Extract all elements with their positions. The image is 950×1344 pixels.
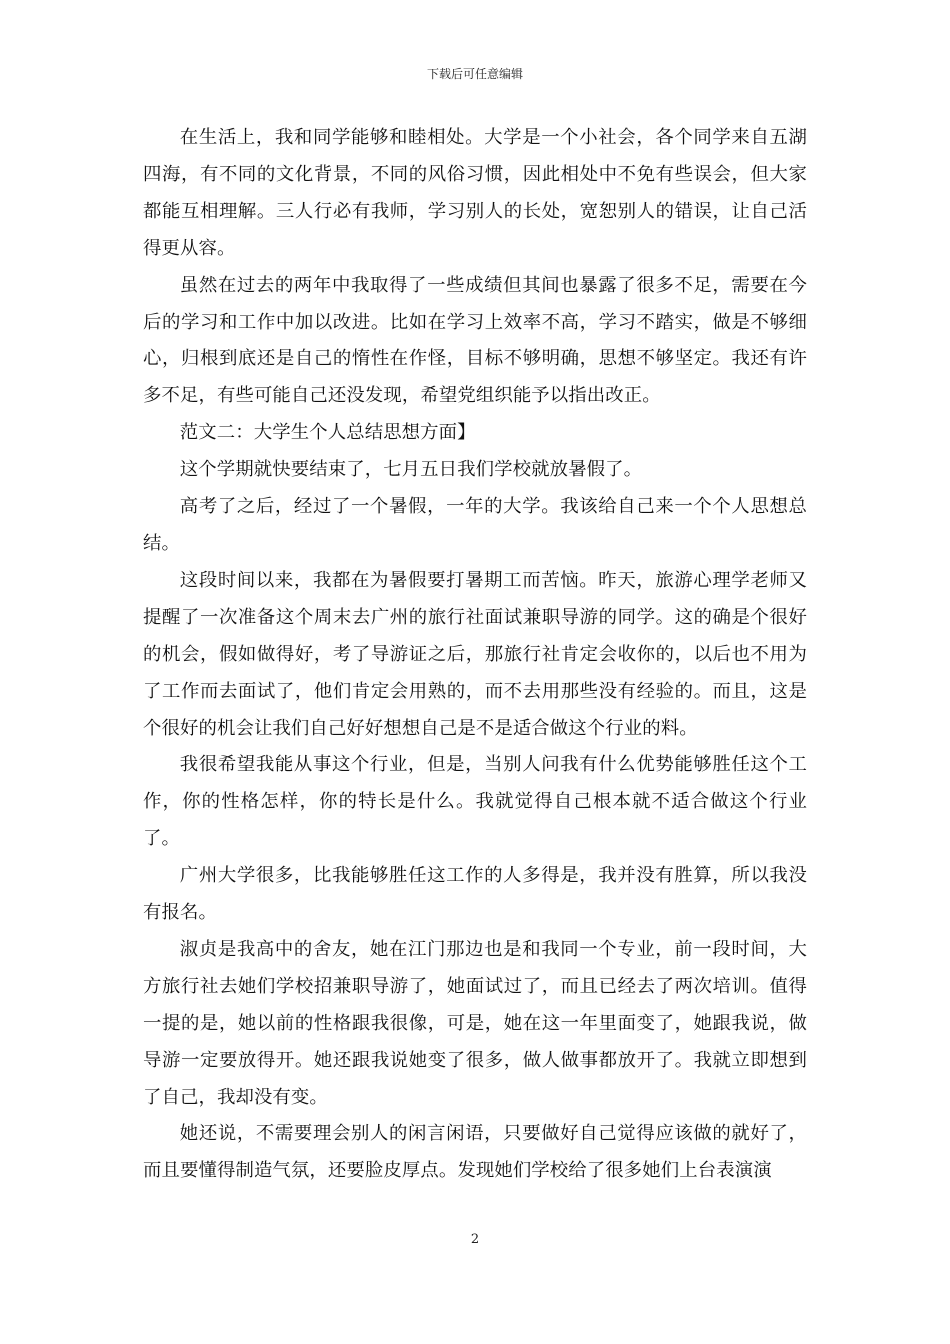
paragraph: 淑贞是我高中的舍友，她在江门那边也是和我同一个专业，前一段时间，大方旅行社去她们学校招兼职导游了，她面试过了，而且已经去了两次培训。值得一提的是，她以前的性格跟我很像，可是，她在这一年里面变了，她跟我说，做导游一定要放得开。她还跟我说她变了很多，做人做事都放开了。我就立即想到了自己，我却没有变。 <box>143 938 807 1108</box>
paragraph: 她还说，不需要理会别人的闲言闲语，只要做好自己觉得应该做的就好了，而且要懂得制造气氛，还要脸皮厚点。发现她们学校给了很多她们上台表演演 <box>143 1123 807 1182</box>
paragraph: 广州大学很多，比我能够胜任这工作的人多得是，我并没有胜算，所以我没有报名。 <box>143 865 807 924</box>
paragraph: 这个学期就快要结束了，七月五日我们学校就放暑假了。 <box>179 459 643 481</box>
page-number: 2 <box>470 1232 480 1247</box>
section-heading: 范文二：大学生个人总结思想方面】 <box>179 422 476 444</box>
page-header: 下载后可任意编辑 <box>426 67 523 81</box>
paragraph: 在生活上，我和同学能够和睦相处。大学是一个小社会，各个同学来自五湖四海，有不同的文化背景，不同的风俗习惯，因此相处中不免有些误会，但大家都能互相理解。三人行必有我师，学习别人的长处，宽恕别人的错误，让自己活得更从容。 <box>143 127 807 259</box>
paragraph: 高考了之后，经过了一个暑假，一年的大学。我该给自己来一个个人思想总结。 <box>143 496 807 554</box>
paragraph: 虽然在过去的两年中我取得了一些成绩但其间也暴露了很多不足，需要在今后的学习和工作中加以改进。比如在学习上效率不高，学习不踏实，做是不够细心，归根到底还是自己的惰性在作怪，目标不够明确，思想不够坚定。我还有许多不足，有些可能自己还没发现，希望党组织能予以指出改正。 <box>143 274 807 407</box>
document-body <box>143 120 807 1190</box>
paragraph: 我很希望我能从事这个行业，但是，当别人问我有什么优势能够胜任这个工作，你的性格怎样，你的特长是什么。我就觉得自己根本就不适合做这个行业了。 <box>143 754 807 850</box>
paragraph: 这段时间以来，我都在为暑假要打暑期工而苦恼。昨天，旅游心理学老师又提醒了一次准备这个周末去广州的旅行社面试兼职导游的同学。这的确是个很好的机会，假如做得好，考了导游证之后，那旅行社肯定会收你的，以后也不用为了工作而去面试了，他们肯定会用熟的，而不去用那些没有经验的。而且，这是个很好的机会让我们自己好好想想自己是不是适合做这个行业的料。 <box>143 569 807 739</box>
